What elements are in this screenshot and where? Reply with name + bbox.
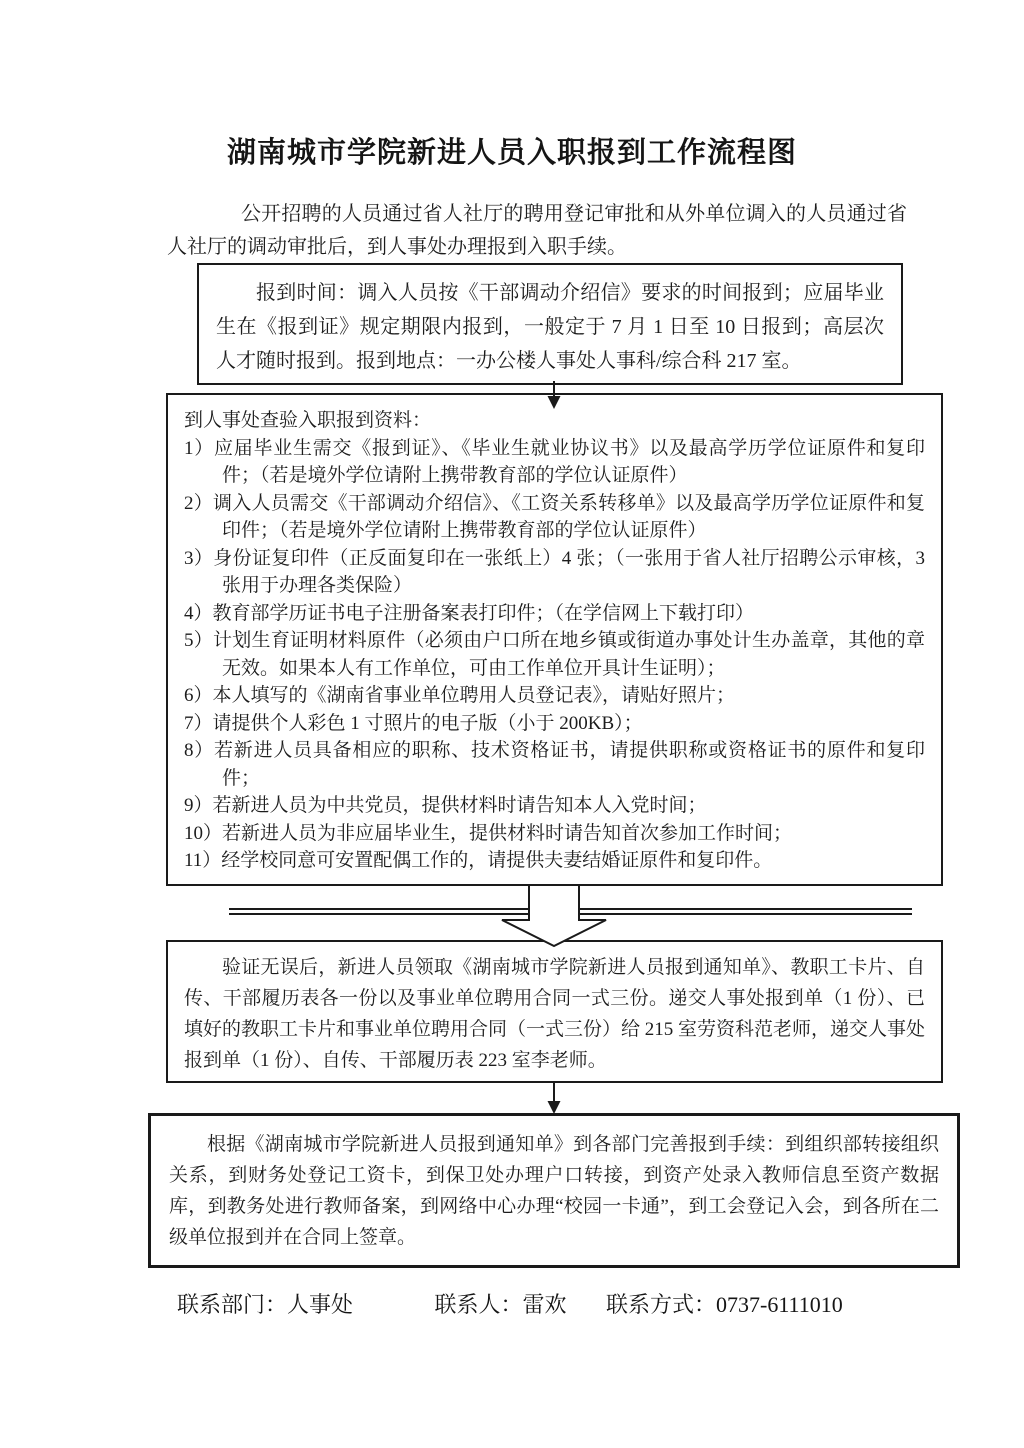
material-item: 6）本人填写的《湖南省事业单位聘用人员登记表》，请贴好照片； bbox=[184, 685, 736, 706]
materials-header: 到人事处查验入职报到资料： bbox=[184, 410, 432, 431]
contact-person: 联系人：雷欢 bbox=[434, 1292, 567, 1317]
material-item: 3）身份证复印件（正反面复印在一张纸上）4 张；（一张用于省人社厅招聘公示审核，3 张用于办理各类保险） bbox=[184, 547, 925, 596]
material-item: 10）若新进人员为非应届毕业生，提供材料时请告知首次参加工作时间； bbox=[184, 822, 793, 844]
contact-department: 联系部门：人事处 bbox=[177, 1292, 354, 1317]
material-item: 5）计划生育证明材料原件（必须由户口所在地乡镇或街道办事处计生办盖章，其他的章无效。如果本人有工作单位，可由工作单位开具计生证明）； bbox=[184, 630, 925, 679]
departments-text: 根据《湖南城市学院新进人员报到通知单》到各部门完善报到手续：到组织部转接组织关系，到财务处登记工资卡，到保卫处办理户口转接，到资产处录入教师信息至资产数据库，到教务处进行教师备案，到网络中心办理“校园一卡通”，到工会登记入会，到各所在二级单位报到并在合同上签章。 bbox=[169, 1134, 939, 1248]
material-item: 7）请提供个人彩色 1 寸照片的电子版（小于 200KB）； bbox=[184, 712, 643, 734]
hollow-down-arrow-icon bbox=[494, 884, 614, 948]
report-time-text: 报到时间：调入人员按《干部调动介绍信》要求的时间报到；应届毕业生在《报到证》规定期限内报到，一般定于 7 月 1 日至 10 日报到；高层次人才随时报到。报到地点：一办公楼人事处人事科/综合科 217 室。 bbox=[216, 282, 884, 372]
verification-text: 验证无误后，新进人员领取《湖南城市学院新进人员报到通知单》、教职工卡片、自传、干部履历表各一份以及事业单位聘用合同一式三份。递交人事处报到单（1 份）、已填好的教职工卡片和事业单位聘用合同（一式三份）给 215 室劳资科范老师，递交人事处报到单（1 份）、自传、干部履历表 223 室李老师。 bbox=[184, 957, 926, 1071]
flow-box-departments bbox=[148, 1113, 960, 1268]
material-item: 2）调入人员需交《干部调动介绍信》、《工资关系转移单》以及最高学历学位证原件和复印件；（若是境外学位请附上携带教育部的学位认证原件） bbox=[184, 492, 925, 541]
intro-paragraph: 公开招聘的人员通过省人社厅的聘用登记审批和从外单位调入的人员通过省人社厅的调动审批后，到人事处办理报到入职手续。 bbox=[167, 203, 907, 258]
material-item: 9）若新进人员为中共党员，提供材料时请告知本人入党时间； bbox=[184, 795, 707, 816]
material-item: 11）经学校同意可安置配偶工作的，请提供夫妻结婚证原件和复印件。 bbox=[184, 850, 773, 871]
flow-box-verification bbox=[166, 940, 943, 1083]
flow-box-materials bbox=[166, 393, 943, 886]
page-title: 湖南城市学院新进人员入职报到工作流程图 bbox=[226, 137, 797, 169]
down-arrow-icon bbox=[544, 381, 564, 410]
material-item: 8）若新进人员具备相应的职称、技术资格证书，请提供职称或资格证书的原件和复印件； bbox=[184, 740, 925, 789]
contact-phone: 联系方式：0737-6111010 bbox=[606, 1292, 843, 1317]
contact-footer bbox=[177, 1288, 977, 1319]
material-item: 1）应届毕业生需交《报到证》、《毕业生就业协议书》以及最高学历学位证原件和复印件；（若是境外学位请附上携带教育部的学位认证原件） bbox=[184, 437, 925, 486]
down-arrow-icon bbox=[544, 1081, 564, 1115]
material-item: 4）教育部学历证书电子注册备案表打印件；（在学信网上下载打印） bbox=[184, 602, 755, 624]
flow-box-report-time bbox=[197, 263, 903, 385]
